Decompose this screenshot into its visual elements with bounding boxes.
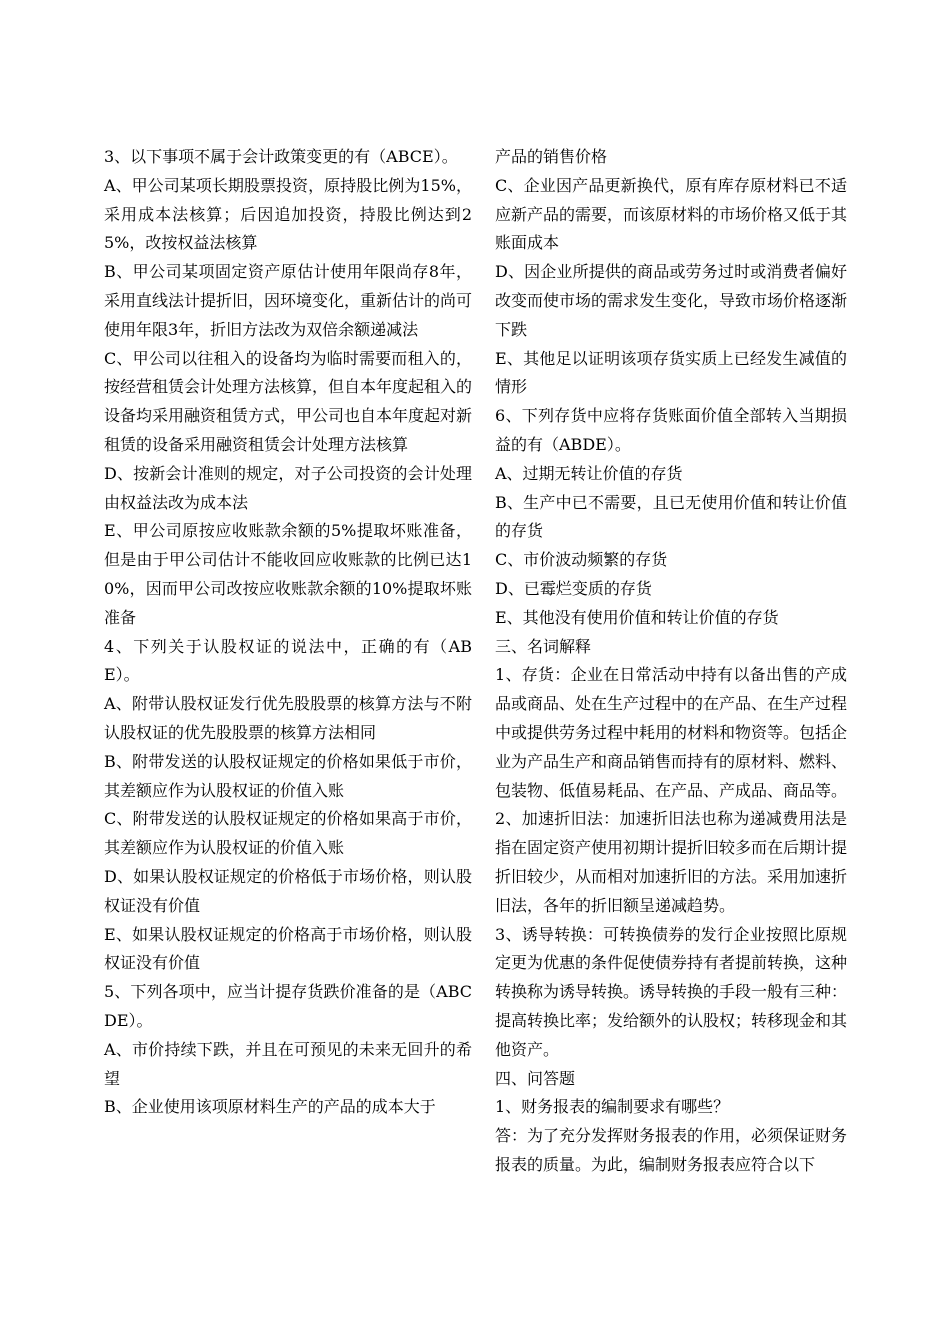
question-5-option-e: E、其他足以证明该项存货实质上已经发生减值的情形 xyxy=(495,348,847,397)
question-3-option-d: D、按新会计准则的规定，对子公司投资的会计处理由权益法改为成本法 xyxy=(104,463,472,512)
qa-question-1: 1、财务报表的编制要求有哪些？ xyxy=(495,1097,730,1117)
qa-answer-1: 答：为了充分发挥财务报表的作用，必须保证财务报表的质量。为此，编制财务报表应符合以下 xyxy=(495,1126,848,1174)
question-3-option-b: B、甲公司某项固定资产原估计使用年限尚存8年，采用直线法计提折旧，因环境变化，重新估计的尚可使用年限3年，折旧方法改为双倍余额递减法 xyxy=(104,262,473,339)
question-5-option-b: B、企业使用该项原材料生产的产品的成本大于 xyxy=(104,1097,436,1117)
question-6-option-e: E、其他没有使用价值和转让价值的存货 xyxy=(495,607,779,627)
right-column xyxy=(495,143,847,1180)
question-3-stem: 3、以下事项不属于会计政策变更的有（ABCE）。 xyxy=(104,147,458,166)
question-6-option-c: C、市价波动频繁的存货 xyxy=(495,550,668,570)
question-4-stem: 4、下列关于认股权证的说法中，正确的有（ABE）。 xyxy=(104,636,472,685)
question-4-option-e: E、如果认股权证规定的价格高于市场价格，则认股权证没有价值 xyxy=(104,924,472,973)
question-6-option-d: D、已霉烂变质的存货 xyxy=(495,578,652,598)
question-5-stem: 5、下列各项中，应当计提存货跌价准备的是（ABCDE）。 xyxy=(104,982,472,1030)
question-6-option-a: A、过期无转让价值的存货 xyxy=(495,463,683,483)
term-induced-conversion: 3、诱导转换：可转换债券的发行企业按照比原规定更为优惠的条件促使债券持有者提前转换，这种转换称为诱导转换。诱导转换的手段一般有三种：提高转换比率；发给额外的认股权；转移现金和其他资产。 xyxy=(495,924,848,1059)
term-accelerated-depreciation: 2、加速折旧法：加速折旧法也称为递减费用法是指在固定资产使用初期计提折旧较多而在后期计提折旧较少，从而相对加速折旧的方法。采用加速折旧法，各年的折旧额呈递减趋势。 xyxy=(495,809,848,915)
section-heading-terms: 三、名词解释 xyxy=(495,636,592,656)
question-5-option-a: A、市价持续下跌，并且在可预见的未来无回升的希望 xyxy=(104,1039,472,1088)
question-5-option-b-continued: 产品的销售价格 xyxy=(495,147,608,166)
question-4-option-a: A、附带认股权证发行优先股股票的核算方法与不附认股权证的优先股股票的核算方法相同 xyxy=(104,694,472,742)
question-6-stem: 6、下列存货中应将存货账面价值全部转入当期损益的有（ABDE）。 xyxy=(495,406,847,454)
question-4-option-b: B、附带发送的认股权证规定的价格如果低于市价，其差额应作为认股权证的价值入账 xyxy=(104,751,472,800)
question-3-option-c: C、甲公司以往租入的设备均为临时需要而租入的，按经营租赁会计处理方法核算，但自本年度起租入的设备均采用融资租赁方式，甲公司也自本年度起对新租赁的设备采用融资租赁会计处理方法核算 xyxy=(104,348,473,454)
question-4-option-c: C、附带发送的认股权证规定的价格如果高于市价，其差额应作为认股权证的价值入账 xyxy=(104,809,472,858)
question-5-option-c: C、企业因产品更新换代，原有库存原材料已不适应新产品的需要，而该原材料的市场价格又低于其账面成本 xyxy=(495,175,848,253)
question-4-option-d: D、如果认股权证规定的价格低于市场价格，则认股权证没有价值 xyxy=(104,866,472,915)
question-5-option-d: D、因企业所提供的商品或劳务过时或消费者偏好改变而使市场的需求发生变化，导致市场价格逐渐下跌 xyxy=(495,262,848,339)
question-3-option-e: E、甲公司原按应收账款余额的5%提取坏账准备，但是由于甲公司估计不能收回应收账款的比例已达10%，因而甲公司改按应收账款余额的10%提取坏账准备 xyxy=(104,521,472,627)
question-6-option-b: B、生产中已不需要，且已无使用价值和转让价值的存货 xyxy=(495,492,847,541)
term-inventory: 1、存货：企业在日常活动中持有以备出售的产成品或商品、处在生产过程中的在产品、在生产过程中或提供劳务过程中耗用的材料和物资等。包括企业为产品生产和商品销售而持有的原材料、燃料、包装物、低值易耗品、在产品、产成品、商品等。 xyxy=(495,665,848,800)
question-3-option-a: A、甲公司某项长期股票投资，原持股比例为15%，采用成本法核算；后因追加投资，持股比例达到25%，改按权益法核算 xyxy=(104,175,472,253)
section-heading-qa: 四、问答题 xyxy=(495,1068,576,1088)
left-column xyxy=(104,143,472,1122)
